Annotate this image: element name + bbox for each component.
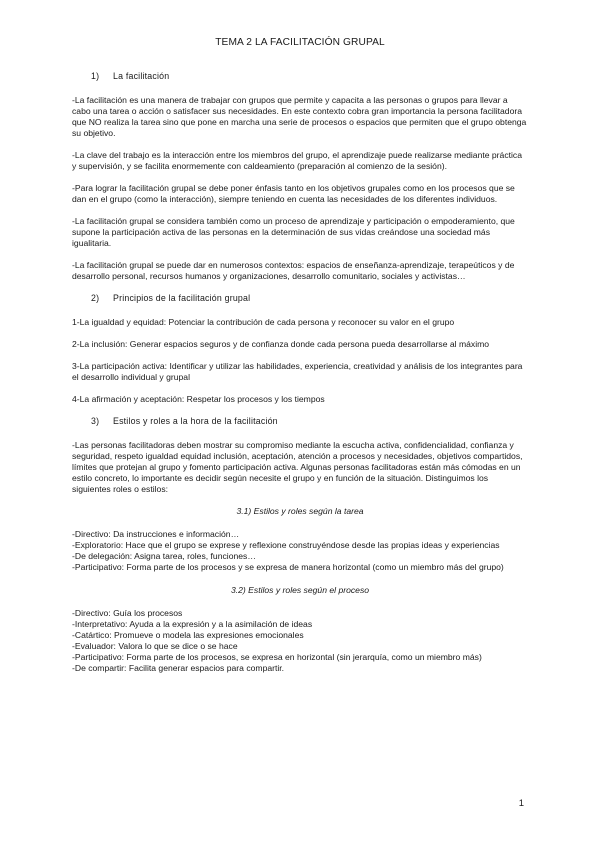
subsection-heading-tarea: 3.1) Estilos y roles según la tarea [236, 506, 364, 516]
principle-item: 1-La igualdad y equidad: Potenciar la contribución de cada persona y reconocer su valor en el grupo [72, 317, 455, 327]
paragraph: -La facilitación grupal se puede dar en numerosos contextos: espacios de enseñanza-aprendizaje, terapeúticos y de desarrollo personal, recursos humanos y organizaciones, desarrollo comunitario, sociales y activistas… [72, 260, 515, 281]
paragraph: -La facilitación grupal se considera también como un proceso de aprendizaje y participación o empoderamiento, que supone la participación activa de las personas en la determinación de sus vidas creándose una sociedad más igualitaria. [72, 216, 515, 248]
list-item: -Evaluador: Valora lo que se dice o se hace [72, 641, 238, 651]
list-item: -Directivo: Guía los procesos [72, 608, 183, 618]
principle-item: 2-La inclusión: Generar espacios seguros y de confianza donde cada persona pueda desarrollarse al máximo [72, 339, 490, 349]
paragraph: -Para lograr la facilitación grupal se debe poner énfasis tanto en los objetivos grupales como en los procesos que se dan en el grupo (como la interacción), siempre teniendo en cuenta las necesidades de los diferentes individuos. [72, 183, 515, 204]
page-number: 1 [518, 798, 524, 809]
section-title: Principios de la facilitación grupal [113, 293, 251, 303]
roles-list-proceso [72, 608, 528, 674]
list-item: -Directivo: Da instrucciones e información… [72, 529, 240, 539]
section-heading-facilitacion [72, 71, 528, 82]
list-item: -Exploratorio: Hace que el grupo se exprese y reflexione construyéndose desde las propias ideas y experiencias [72, 540, 500, 550]
list-item: -Participativo: Forma parte de los procesos, se expresa en horizontal (sin jerarquía, como un miembro más) [72, 652, 482, 662]
section-title: La facilitación [113, 71, 170, 81]
list-item: -De delegación: Asigna tarea, roles, funciones… [72, 551, 256, 561]
section-number: 2) [91, 293, 100, 303]
paragraph: -Las personas facilitadoras deben mostrar su compromiso mediante la escucha activa, confidencialidad, confianza y seguridad, respeto igualdad equidad inclusión, aceptación, atención a procesos y necesidades, objetivos compartidos, límites que protejan al grupo y fomento participación activa. Algunas personas facilitadoras están más cómodas en un estilo concreto, lo importante es decidir según necesite el grupo y en función de la situación. Distinguimos los siguientes roles o estilos: [72, 440, 523, 494]
section-number: 3) [91, 416, 100, 426]
roles-list-tarea [72, 529, 528, 573]
document-title: TEMA 2 LA FACILITACIÓN GRUPAL [215, 37, 385, 48]
section-number: 1) [91, 71, 100, 81]
list-item: -Participativo: Forma parte de los procesos y se expresa de manera horizontal (como un miembro más del grupo) [72, 562, 504, 572]
list-item: -Catártico: Promueve o modela las expresiones emocionales [72, 630, 304, 640]
paragraph: -La clave del trabajo es la interacción entre los miembros del grupo, el aprendizaje puede realizarse mediante práctica y supervisión, y se facilita enormemente con caldeamiento (preparación al comienzo de la sesión). [72, 150, 522, 171]
subsection-heading-proceso: 3.2) Estilos y roles según el proceso [230, 585, 370, 595]
section-heading-principios [72, 293, 528, 304]
section-title: Estilos y roles a la hora de la facilitación [113, 416, 278, 426]
section-heading-estilos [72, 416, 528, 427]
principle-item: 4-La afirmación y aceptación: Respetar los procesos y los tiempos [72, 394, 325, 404]
list-item: -De compartir: Facilita generar espacios para compartir. [72, 663, 285, 673]
list-item: -Interpretativo: Ayuda a la expresión y a la asimilación de ideas [72, 619, 313, 629]
principle-item: 3-La participación activa: Identificar y utilizar las habilidades, experiencia, creatividad y análisis de los integrantes para el desarrollo individual y grupal [72, 361, 523, 382]
paragraph: -La facilitación es una manera de trabajar con grupos que permite y capacita a las personas o grupos para llevar a cabo una tarea o acción o satisfacer sus necesidades. En este contexto cobra gran importancia la persona facilitadora que NO realiza la tarea sino que pone en marcha una serie de procesos o espacios que permiten que el grupo obtenga su objetivo. [72, 95, 527, 138]
